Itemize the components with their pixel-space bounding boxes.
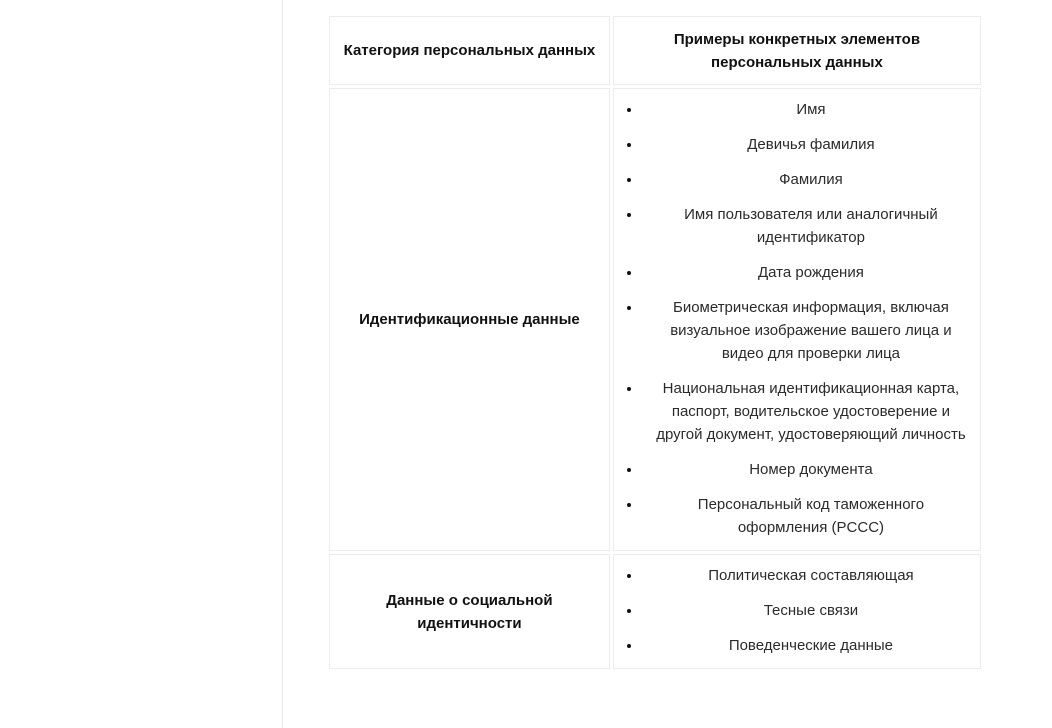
list-item: • Фамилия bbox=[642, 163, 966, 198]
list-item: • Имя пользователя или аналогичный идентификатор bbox=[642, 198, 966, 256]
list-item: • Номер документа bbox=[642, 453, 966, 488]
list-item: • Национальная идентификационная карта, паспорт, водительское удостоверение и другой документ, удостоверяющий личность bbox=[642, 372, 966, 453]
category-cell: Идентификационные данные bbox=[329, 88, 610, 551]
list-item: • Политическая составляющая bbox=[642, 559, 966, 594]
table-row bbox=[329, 554, 981, 669]
category-cell: Данные о социальной идентичности bbox=[329, 554, 610, 669]
header-category: Категория персональных данных bbox=[329, 16, 610, 85]
list-item: • Девичья фамилия bbox=[642, 128, 966, 163]
table-header-row bbox=[329, 16, 981, 85]
list-item: • Биометрическая информация, включая визуальное изображение вашего лица и видео для проверки лица bbox=[642, 291, 966, 372]
list-item: • Дата рождения bbox=[642, 256, 966, 291]
examples-cell bbox=[613, 554, 981, 669]
list-item: • Имя bbox=[642, 93, 966, 128]
personal-data-table bbox=[326, 13, 984, 672]
list-item: • Персональный код таможенного оформления (PCCC) bbox=[642, 488, 966, 546]
list-item: • Поведенческие данные bbox=[642, 629, 966, 664]
sidebar-divider bbox=[282, 0, 283, 728]
sidebar bbox=[0, 0, 282, 728]
list-item: • Тесные связи bbox=[642, 594, 966, 629]
examples-cell bbox=[613, 88, 981, 551]
table-row bbox=[329, 88, 981, 551]
header-examples: Примеры конкретных элементов персональных данных bbox=[613, 16, 981, 85]
main-content bbox=[326, 13, 984, 672]
examples-list bbox=[622, 93, 966, 546]
examples-list bbox=[622, 559, 966, 664]
